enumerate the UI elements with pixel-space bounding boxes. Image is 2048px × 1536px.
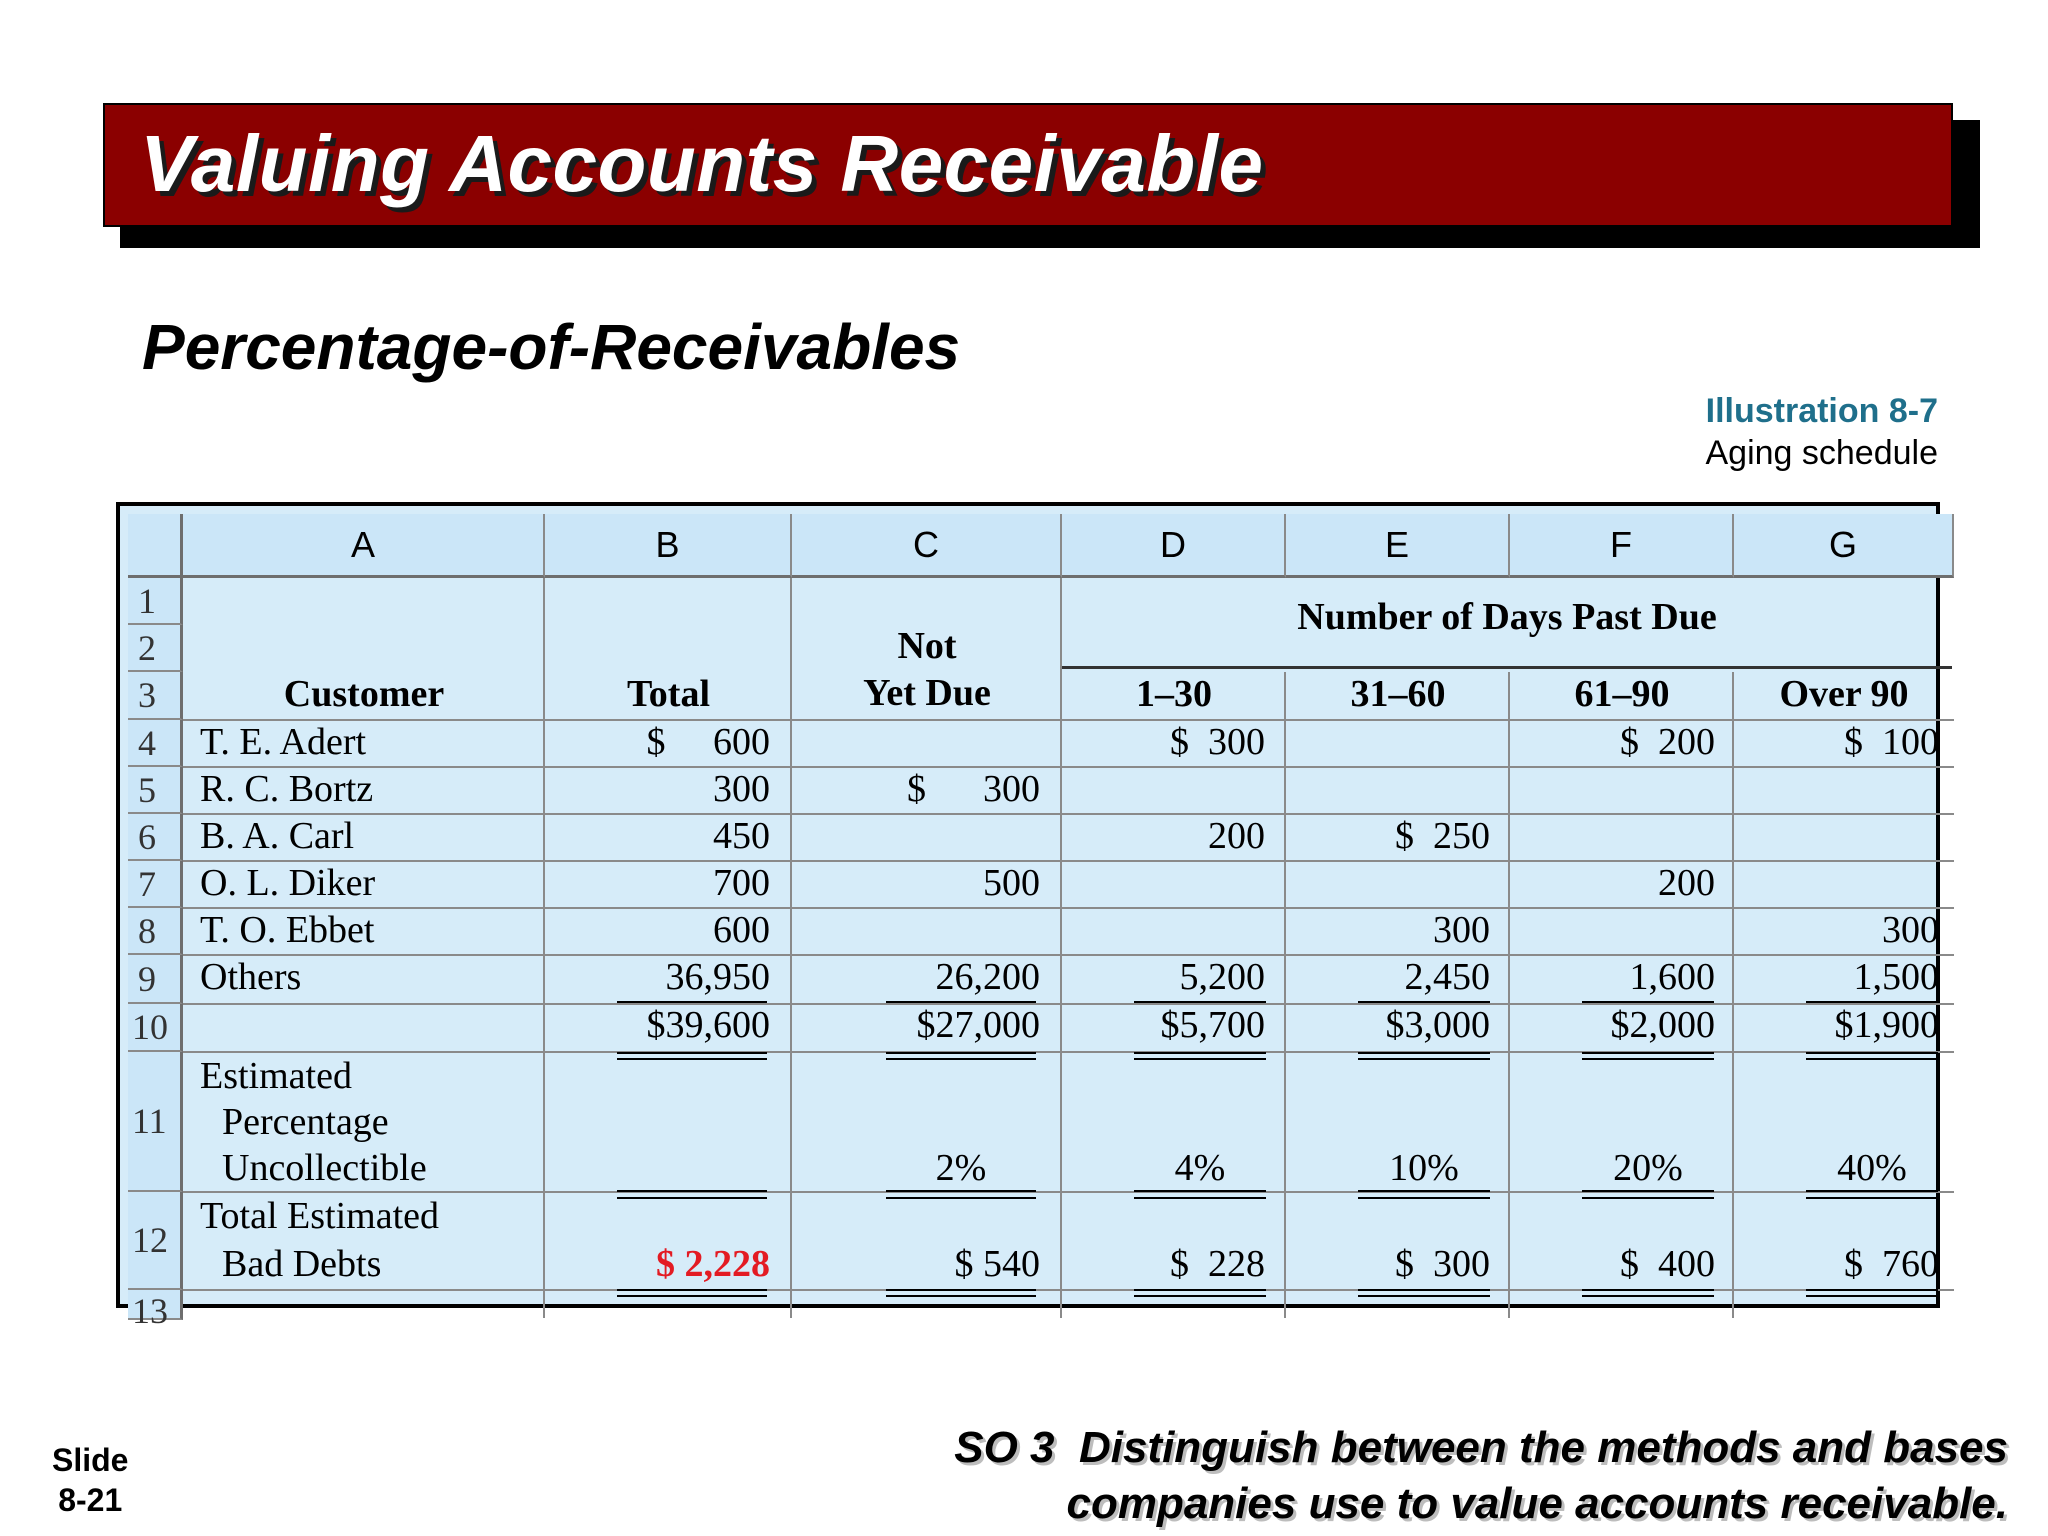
double-rule [886, 1289, 1036, 1291]
aging-schedule-spreadsheet [116, 502, 1940, 1331]
double-rule [1806, 1052, 1938, 1054]
row-number: 3 [128, 672, 183, 720]
row-number: 1 [128, 578, 183, 625]
d31-60-cell: 2,450 [1404, 956, 1490, 998]
d61-90-cell: $ 200 [1620, 721, 1715, 763]
double-rule [1582, 1058, 1714, 1060]
row-number: 9 [128, 955, 183, 1004]
sum-rule [886, 1190, 1036, 1192]
study-objective [954, 1420, 2008, 1532]
d31-60-cell: $ 250 [1395, 815, 1490, 857]
pct-1-30: 4% [1174, 1147, 1226, 1189]
d61-90-cell: 200 [1658, 862, 1715, 904]
double-rule [1134, 1058, 1266, 1060]
not-yet-due-cell: 500 [983, 862, 1040, 904]
bad-debts-1-30: $ 228 [1170, 1243, 1265, 1285]
row-number: 11 [128, 1052, 183, 1192]
total-cell: 450 [713, 815, 770, 857]
column-header-g: G [1734, 514, 1954, 578]
grid-line [183, 766, 1954, 768]
sum-rule [886, 1197, 1036, 1199]
row-number: 2 [128, 625, 183, 672]
estimated-label-line3: Uncollectible [222, 1147, 427, 1189]
double-rule [1806, 1058, 1938, 1060]
column-header-f: F [1510, 514, 1734, 578]
double-rule [1806, 1295, 1938, 1297]
sheet-corner [128, 514, 183, 578]
bad-debts-31-60: $ 300 [1395, 1243, 1490, 1285]
grid-line [1732, 672, 1734, 1318]
total-cell: 700 [713, 862, 770, 904]
customer-name: Others [200, 956, 302, 998]
double-rule [1358, 1052, 1490, 1054]
sum-rule [1582, 1197, 1714, 1199]
double-rule [1358, 1295, 1490, 1297]
sum-rule [617, 1190, 767, 1192]
d31-60-total: $3,000 [1385, 1004, 1490, 1046]
d1-30-cell: 200 [1208, 815, 1265, 857]
bad-debts-over-90: $ 760 [1844, 1243, 1939, 1285]
over-90-cell: 1,500 [1853, 956, 1939, 998]
pct-31-60: 10% [1389, 1147, 1459, 1189]
not-yet-due-cell: $ 300 [907, 768, 1040, 810]
customer-name: R. C. Bortz [200, 768, 374, 810]
total-cell: $ 600 [646, 721, 770, 763]
estimated-label-line1: Estimated [200, 1055, 352, 1097]
slide-number-label [52, 1440, 128, 1520]
header-61-90: 61–90 [1574, 673, 1670, 715]
d1-30-cell: 5,200 [1179, 956, 1265, 998]
pct-not-yet-due: 2% [935, 1147, 987, 1189]
over-90-cell: $ 100 [1844, 721, 1939, 763]
double-rule [1582, 1052, 1714, 1054]
grid-line [1508, 672, 1510, 1318]
not-yet-due-total: $27,000 [916, 1004, 1040, 1046]
sum-rule [1582, 1190, 1714, 1192]
double-rule [1582, 1295, 1714, 1297]
double-rule [1358, 1289, 1490, 1291]
sum-rule [617, 1197, 767, 1199]
double-rule [886, 1052, 1036, 1054]
bad-debts-61-90: $ 400 [1620, 1243, 1715, 1285]
sum-rule [1358, 1197, 1490, 1199]
study-objective-line2: companies use to value accounts receivable. [1066, 1479, 2008, 1528]
sum-rule [1806, 1197, 1938, 1199]
double-rule [617, 1289, 767, 1291]
d1-30-cell: $ 300 [1170, 721, 1265, 763]
double-rule [1358, 1058, 1490, 1060]
double-rule [1134, 1289, 1266, 1291]
double-rule [617, 1058, 767, 1060]
bad-debts-label-line1: Total Estimated [200, 1195, 440, 1237]
double-rule [1134, 1295, 1266, 1297]
double-rule [886, 1058, 1036, 1060]
double-rule [1582, 1289, 1714, 1291]
d61-90-total: $2,000 [1610, 1004, 1715, 1046]
pct-61-90: 20% [1613, 1147, 1683, 1189]
column-header-d: D [1062, 514, 1286, 578]
d61-90-cell: 1,600 [1629, 956, 1715, 998]
column-header-b: B [545, 514, 792, 578]
slide-label: Slide [52, 1442, 129, 1478]
slide-number: 8-21 [58, 1482, 123, 1518]
grid-line [1062, 666, 1952, 669]
study-objective-line1: SO 3 Distinguish between the methods and bases [954, 1423, 2008, 1472]
over-90-total: $1,900 [1834, 1004, 1939, 1046]
d31-60-cell: 300 [1433, 909, 1490, 951]
double-rule [1134, 1052, 1266, 1054]
total-cell: 36,950 [665, 956, 770, 998]
total-cell: 600 [713, 909, 770, 951]
slide-subtitle: Percentage-of-Receivables [142, 311, 961, 383]
illustration-caption: Aging schedule [1705, 434, 1938, 472]
row-number: 7 [128, 861, 183, 908]
slide-title: Valuing Accounts Receivable [140, 119, 1264, 208]
not-yet-due-cell: 26,200 [935, 956, 1040, 998]
header-not-yet-due-line1: Not [897, 625, 957, 667]
illustration-label [1705, 390, 1938, 474]
column-header-c: C [792, 514, 1062, 578]
double-rule [886, 1295, 1036, 1297]
column-header-a: A [183, 514, 545, 578]
total-cell: 300 [713, 768, 770, 810]
total-bad-debts: $ 2,228 [656, 1243, 770, 1285]
customer-name: B. A. Carl [200, 815, 355, 857]
header-1-30: 1–30 [1136, 673, 1212, 715]
double-rule [617, 1052, 767, 1054]
customer-name: T. E. Adert [200, 721, 367, 763]
row-number: 8 [128, 908, 183, 955]
sum-rule [1134, 1197, 1266, 1199]
header-over-90: Over 90 [1779, 673, 1909, 715]
row-number: 13 [128, 1290, 183, 1320]
illustration-number: Illustration 8-7 [1705, 392, 1938, 430]
sum-rule [1358, 1190, 1490, 1192]
customer-name: O. L. Diker [200, 862, 376, 904]
grid-line [1284, 672, 1286, 1318]
sum-rule [1134, 1190, 1266, 1192]
row-number: 12 [128, 1192, 183, 1290]
estimated-label-line2: Percentage [222, 1101, 389, 1143]
sum-rule [1806, 1190, 1938, 1192]
row-number: 10 [128, 1004, 183, 1052]
pct-over-90: 40% [1837, 1147, 1907, 1189]
customer-name: T. O. Ebbet [200, 909, 375, 951]
row-number: 5 [128, 767, 183, 814]
header-days-past-due: Number of Days Past Due [1297, 596, 1717, 638]
header-31-60: 31–60 [1350, 673, 1446, 715]
bad-debts-not-yet-due: $ 540 [954, 1243, 1040, 1285]
header-customer: Customer [283, 673, 445, 715]
grand-total-cell: $39,600 [646, 1004, 770, 1046]
row-number: 6 [128, 814, 183, 861]
double-rule [1806, 1289, 1938, 1291]
row-number: 4 [128, 720, 183, 767]
column-header-e: E [1286, 514, 1510, 578]
grid-line [183, 907, 1954, 909]
header-total: Total [626, 673, 711, 715]
over-90-cell: 300 [1882, 909, 1939, 951]
d1-30-total: $5,700 [1160, 1004, 1265, 1046]
header-not-yet-due-line2: Yet Due [863, 672, 991, 714]
double-rule [617, 1295, 767, 1297]
bad-debts-label-line2: Bad Debts [222, 1243, 382, 1285]
